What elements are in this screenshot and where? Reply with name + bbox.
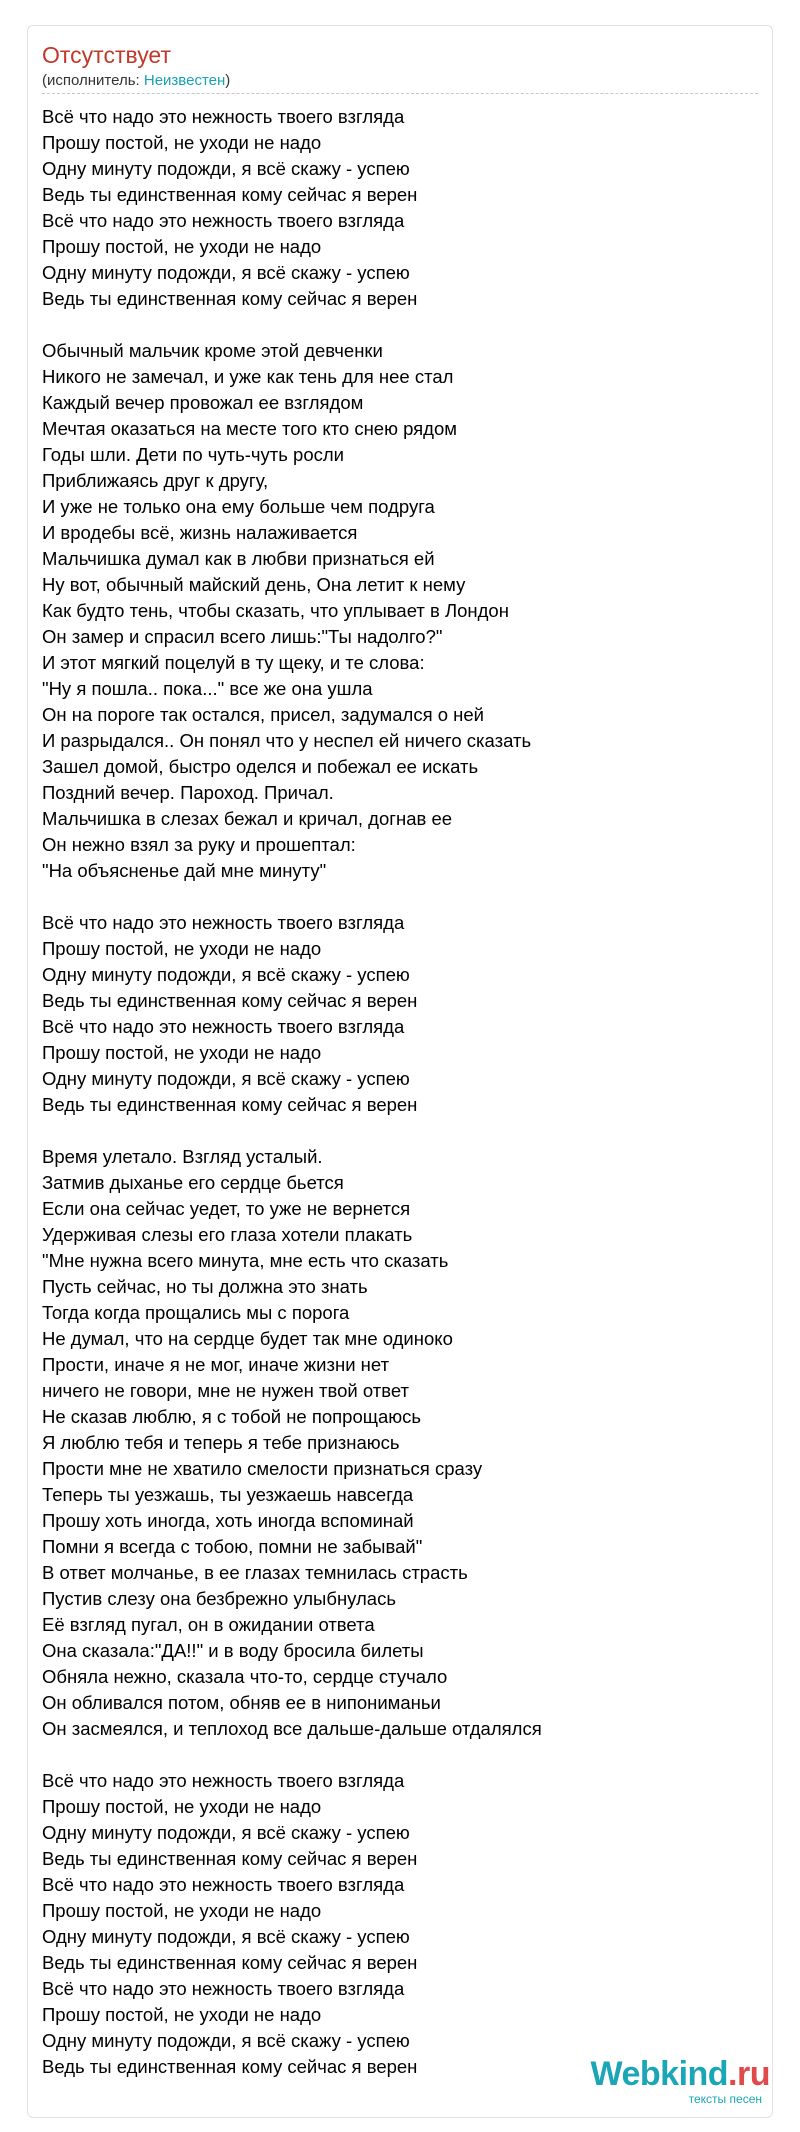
lyric-line: Прошу постой, не уходи не надо bbox=[42, 132, 322, 153]
lyric-line: Прости мне не хватило смелости признаться сразу bbox=[42, 1458, 483, 1479]
lyric-line: Прошу постой, не уходи не надо bbox=[42, 1042, 322, 1063]
lyric-line: И этот мягкий поцелуй в ту щеку, и те слова: bbox=[42, 652, 425, 673]
lyric-line: И разрыдался.. Он понял что у неспел ей ничего сказать bbox=[42, 730, 532, 751]
lyric-line: Одну минуту подожди, я всё скажу - успею bbox=[42, 2030, 410, 2051]
lyric-line: Ведь ты единственная кому сейчас я верен bbox=[42, 990, 418, 1011]
lyric-line: Прошу постой, не уходи не надо bbox=[42, 2004, 322, 2025]
lyric-line: Ведь ты единственная кому сейчас я верен bbox=[42, 184, 418, 205]
lyric-line: Помни я всегда с тобою, помни не забывай" bbox=[42, 1536, 423, 1557]
lyric-line: Мальчишка в слезах бежал и кричал, догнав ее bbox=[42, 808, 453, 829]
lyric-line: Мальчишка думал как в любви признаться ей bbox=[42, 548, 435, 569]
lyric-line: Одну минуту подожди, я всё скажу - успею bbox=[42, 1822, 410, 1843]
lyrics-stanza bbox=[42, 104, 762, 312]
lyric-line: Мечтая оказаться на месте того кто снею рядом bbox=[42, 418, 457, 439]
lyric-line: Всё что надо это нежность твоего взгляда bbox=[42, 1770, 405, 1791]
lyric-line: Прошу постой, не уходи не надо bbox=[42, 938, 322, 959]
lyrics-stanza bbox=[42, 338, 762, 884]
lyric-line: Обычный мальчик кроме этой девченки bbox=[42, 340, 383, 361]
lyric-line: Я люблю тебя и теперь я тебе признаюсь bbox=[42, 1432, 400, 1453]
lyric-line: Всё что надо это нежность твоего взгляда bbox=[42, 1016, 405, 1037]
lyric-line: Одну минуту подожди, я всё скажу - успею bbox=[42, 262, 410, 283]
lyric-line: Он замер и спрасил всего лишь:"Ты надолго?" bbox=[42, 626, 443, 647]
lyric-line: Не сказав люблю, я с тобой не попрощаюсь bbox=[42, 1406, 422, 1427]
lyric-line: Поздний вечер. Пароход. Причал. bbox=[42, 782, 334, 803]
lyric-line: Приближаясь друг к другу, bbox=[42, 470, 269, 491]
lyrics-stanza bbox=[42, 910, 762, 1118]
lyric-line: Прошу постой, не уходи не надо bbox=[42, 236, 322, 257]
lyric-line: Удерживая слезы его глаза хотели плакать bbox=[42, 1224, 413, 1245]
logo-tld: .ru bbox=[728, 2055, 770, 2093]
lyric-line: Всё что надо это нежность твоего взгляда bbox=[42, 1978, 405, 1999]
lyric-line: Ведь ты единственная кому сейчас я верен bbox=[42, 2056, 418, 2077]
lyric-line: Он обливался потом, обняв ее в нипониманьи bbox=[42, 1692, 441, 1713]
lyric-line: Он на пороге так остался, присел, задумался о ней bbox=[42, 704, 484, 725]
lyric-line: Прошу постой, не уходи не надо bbox=[42, 1900, 322, 1921]
lyric-line: "Ну я пошла.. пока..." все же она ушла bbox=[42, 678, 373, 699]
lyric-line: Ведь ты единственная кому сейчас я верен bbox=[42, 1094, 418, 1115]
lyric-line: Тогда когда прощались мы с порога bbox=[42, 1302, 350, 1323]
lyric-line: Прошу хоть иногда, хоть иногда вспоминай bbox=[42, 1510, 414, 1531]
lyric-line: "На объясненье дай мне минуту" bbox=[42, 860, 327, 881]
logo-name: Webkind bbox=[590, 2055, 729, 2093]
song-title: Отсутствует bbox=[42, 42, 171, 68]
lyric-line: Всё что надо это нежность твоего взгляда bbox=[42, 106, 405, 127]
lyric-line: Как будто тень, чтобы сказать, что уплывает в Лондон bbox=[42, 600, 509, 621]
lyric-line: Затмив дыханье его сердце бьется bbox=[42, 1172, 344, 1193]
lyrics-body bbox=[42, 104, 762, 2106]
lyric-line: Она сказала:"ДА!!" и в воду бросила билеты bbox=[42, 1640, 424, 1661]
lyric-line: Он нежно взял за руку и прошептал: bbox=[42, 834, 356, 855]
lyric-line: Её взгляд пугал, он в ожидании ответа bbox=[42, 1614, 375, 1635]
lyrics-stanza bbox=[42, 1144, 762, 1742]
lyric-line: Никого не замечал, и уже как тень для нее стал bbox=[42, 366, 454, 387]
lyric-line: Одну минуту подожди, я всё скажу - успею bbox=[42, 1926, 410, 1947]
lyric-line: Каждый вечер провожал ее взглядом bbox=[42, 392, 364, 413]
artist-link[interactable]: Неизвестен bbox=[143, 72, 226, 89]
lyric-line: Прости, иначе я не мог, иначе жизни нет bbox=[42, 1354, 390, 1375]
lyric-line: Если она сейчас уедет, то уже не вернется bbox=[42, 1198, 411, 1219]
lyric-line: Он засмеялся, и теплоход все дальше-дальше отдалялся bbox=[42, 1718, 542, 1739]
lyric-line: ничего не говори, мне не нужен твой ответ bbox=[42, 1380, 410, 1401]
lyric-line: Пустив слезу она безбрежно улыбнулась bbox=[42, 1588, 396, 1609]
lyric-line: "Мне нужна всего минута, мне есть что сказать bbox=[42, 1250, 449, 1271]
lyric-line: Одну минуту подожди, я всё скажу - успею bbox=[42, 158, 410, 179]
lyric-line: Ведь ты единственная кому сейчас я верен bbox=[42, 1952, 418, 1973]
lyric-line: Время улетало. Взгляд усталый. bbox=[42, 1146, 323, 1167]
lyric-line: Пусть сейчас, но ты должна это знать bbox=[42, 1276, 368, 1297]
lyric-line: Ведь ты единственная кому сейчас я верен bbox=[42, 1848, 418, 1869]
lyric-line: Всё что надо это нежность твоего взгляда bbox=[42, 210, 405, 231]
lyric-line: И уже не только она ему больше чем подруга bbox=[42, 496, 435, 517]
lyric-line: Прошу постой, не уходи не надо bbox=[42, 1796, 322, 1817]
lyric-line: Зашел домой, быстро оделся и побежал ее искать bbox=[42, 756, 479, 777]
lyric-line: Не думал, что на сердце будет так мне одиноко bbox=[42, 1328, 453, 1349]
lyric-line: В ответ молчанье, в ее глазах темнилась страсть bbox=[42, 1562, 468, 1583]
lyric-line: Всё что надо это нежность твоего взгляда bbox=[42, 1874, 405, 1895]
lyric-line: Теперь ты уезжашь, ты уезжаешь навсегда bbox=[42, 1484, 414, 1505]
logo-tagline: тексты песен bbox=[688, 2092, 762, 2106]
artist-line bbox=[42, 72, 230, 90]
site-logo[interactable] bbox=[570, 2054, 770, 2110]
title-divider bbox=[42, 93, 758, 94]
artist-suffix: ) bbox=[225, 72, 231, 89]
lyric-line: Годы шли. Дети по чуть-чуть росли bbox=[42, 444, 344, 465]
lyric-line: Всё что надо это нежность твоего взгляда bbox=[42, 912, 405, 933]
lyric-line: Ведь ты единственная кому сейчас я верен bbox=[42, 288, 418, 309]
lyric-line: Одну минуту подожди, я всё скажу - успею bbox=[42, 964, 410, 985]
lyric-line: Одну минуту подожди, я всё скажу - успею bbox=[42, 1068, 410, 1089]
lyric-line: И вродебы всё, жизнь налаживается bbox=[42, 522, 358, 543]
logo-wordmark bbox=[591, 2054, 771, 2094]
lyric-line: Обняла нежно, сказала что-то, сердце стучало bbox=[42, 1666, 448, 1687]
lyrics-stanza bbox=[42, 1768, 762, 2080]
lyric-line: Ну вот, обычный майский день, Она летит к нему bbox=[42, 574, 466, 595]
artist-prefix: (исполнитель: bbox=[42, 72, 144, 89]
